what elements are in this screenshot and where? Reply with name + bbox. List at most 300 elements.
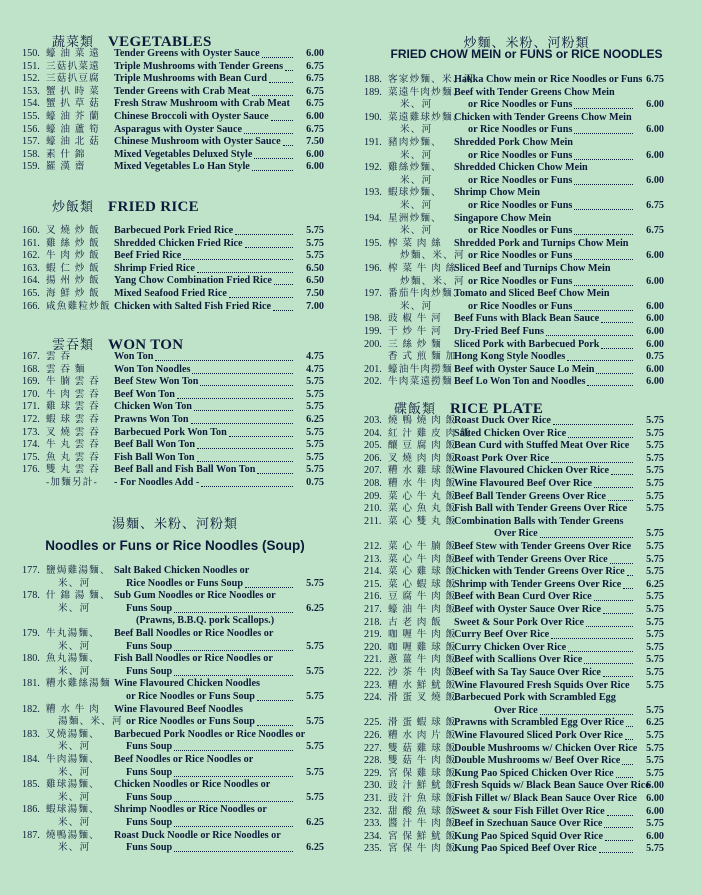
item-price: 5.75: [646, 730, 664, 741]
item-price: 5.75: [646, 541, 664, 552]
item-name-zh-line2: 米、河: [400, 99, 433, 111]
item-name-zh: 雲 吞: [46, 351, 72, 362]
item-name-en: Shrimp with Tender Greens Over Rice: [454, 578, 622, 590]
menu-item: [364, 313, 664, 326]
item-name-zh: 蠔 油 牛 肉 飯: [388, 604, 457, 615]
item-name-en: Beef Ball Tender Greens Over Rice: [454, 490, 606, 502]
item-number: 235.: [364, 843, 382, 855]
item-name-en: Mixed Vegetables Lo Han Style: [114, 161, 250, 173]
item-price: 5.75: [646, 767, 664, 779]
item-price: 5.75: [306, 401, 324, 413]
item-number: 218.: [364, 616, 382, 628]
item-name-en-line2: Funs Soup: [126, 602, 173, 614]
item-price: 5.75: [646, 843, 664, 855]
item-name-en: Shredded Chicken Chow Mein: [454, 162, 588, 174]
item-name-en: Shrimp Noodles or Rice Noodles or: [114, 804, 267, 816]
item-name-zh: 三菇扒菜遠: [46, 60, 100, 72]
item-name-zh: 蔥 薑 牛 肉 飯: [388, 654, 457, 666]
item-number: 150.: [22, 48, 40, 59]
item-number: 195.: [364, 237, 382, 249]
item-name-zh: 雙 菇 牛 肉 飯: [388, 755, 457, 767]
item-name-en: Beef Ball and Fish Ball Won Ton: [114, 464, 256, 476]
item-name-en: Sliced Pork with Barbecued Pork: [454, 338, 600, 350]
dotted-leader: [616, 768, 633, 778]
dotted-leader: [197, 263, 293, 273]
item-name-en: Singapore Chow Mein: [454, 212, 552, 224]
rice-plate-title-zh: 碟飯類: [394, 401, 437, 416]
item-number: 166.: [22, 300, 40, 312]
item-number: 202.: [364, 376, 382, 388]
item-name-en: Chicken with Tender Greens Over Rice: [454, 566, 625, 578]
dotted-leader: [574, 276, 633, 286]
item-number: 205.: [364, 440, 382, 452]
item-name-zh: 蠔油牛肉撈麵: [388, 363, 453, 375]
item-name-zh: 豉 汁 鮮 魷 飯: [388, 780, 457, 792]
menu-item: [22, 225, 324, 238]
item-name-en: Beef Fried Rice: [114, 250, 182, 262]
item-name-zh-line2: 米、河: [58, 665, 91, 677]
menu-item: [364, 112, 664, 137]
item-name-zh-line2: 米、河: [58, 791, 91, 803]
item-name-en: Beef Noodles or Rice Noodles or: [114, 754, 254, 765]
item-name-en: Beef Stew Won Ton: [114, 376, 199, 388]
item-name-en: Salt Baked Chicken Noodles or: [114, 565, 250, 576]
dotted-leader: [192, 364, 293, 374]
item-price: 5.75: [646, 452, 664, 464]
dotted-leader: [283, 136, 293, 146]
item-name-en: Fish Fillet w/ Black Bean Sauce Over Rice: [454, 793, 637, 804]
item-number: 186.: [22, 804, 40, 816]
item-name-en: Beef with Sa Tay Sauce Over Rice: [454, 667, 601, 678]
menu-item: [22, 439, 324, 452]
item-number: 207.: [364, 465, 382, 477]
item-name-zh: 羅 漢 齋: [46, 161, 86, 173]
menu-item: [364, 831, 664, 844]
item-number: 160.: [22, 225, 40, 236]
item-price: 6.00: [306, 161, 324, 173]
item-name-en: Beef with Tender Greens Over Rice: [454, 553, 608, 565]
dotted-leader: [605, 831, 633, 841]
item-number: 185.: [22, 779, 40, 791]
menu-item: [364, 617, 664, 630]
item-number: 230.: [364, 780, 382, 792]
item-price: 6.00: [646, 805, 664, 817]
item-price: 0.75: [646, 351, 664, 363]
item-name-en: Salted Chicken Over Rice: [454, 427, 567, 439]
menu-item: [22, 628, 324, 653]
item-number: 198.: [364, 313, 382, 325]
item-name-zh: 牛 腩 雲 吞: [46, 376, 100, 388]
dotted-leader: [174, 741, 293, 751]
item-price: 5.75: [646, 503, 664, 515]
dotted-leader: [601, 313, 633, 323]
menu-item: [22, 729, 324, 754]
menu-item: [364, 566, 664, 579]
item-name-zh-line2: 米、河: [58, 842, 91, 854]
item-number: 191.: [364, 137, 382, 148]
item-name-en: Chinese Broccoli with Oyster Sauce: [114, 111, 269, 122]
menu-item: [364, 263, 664, 288]
item-price: 5.75: [646, 667, 664, 678]
item-name-en: Mixed Vegetables Deluxed Style: [114, 148, 253, 160]
item-name-zh: 什 錦 湯 麵、: [46, 590, 111, 602]
item-number: 154.: [22, 98, 40, 110]
menu-item: [364, 843, 664, 856]
item-number: 232.: [364, 805, 382, 817]
item-name-en: Fish Ball Noodles or Rice Noodles or: [114, 653, 273, 665]
item-name-zh-line2: 米、河: [58, 741, 91, 753]
item-price: 4.75: [306, 351, 324, 362]
item-price: 5.75: [306, 237, 324, 249]
item-name-zh: 糟 水 牛 肉 飯: [388, 478, 457, 489]
item-name-zh: 古 老 肉 飯: [388, 616, 442, 628]
item-price: 5.75: [306, 716, 324, 728]
item-number: 175.: [22, 451, 40, 463]
item-name-zh: 紅 汁 雞 皮 肉 飯: [388, 427, 471, 439]
item-name-en: Triple Mushrooms with Bean Curd: [114, 73, 268, 85]
item-price: 6.00: [646, 376, 664, 388]
item-name-zh: 三菇扒豆腐: [46, 73, 100, 85]
item-name-en-line2: or Rice Noodles or Funs: [468, 225, 573, 237]
item-name-en: Shredded Pork Chow Mein: [454, 137, 573, 148]
item-price: 6.00: [646, 363, 664, 375]
dotted-leader: [274, 275, 293, 285]
item-number: 181.: [22, 678, 40, 690]
item-name-en: Sweet & sour Fish Fillet Over Rice: [454, 805, 605, 817]
item-name-en-line2: or Rice Noodles or Funs Soup: [126, 716, 255, 728]
item-name-zh-line2: 米、河: [400, 149, 433, 161]
menu-item: [364, 743, 664, 756]
menu-item: [364, 440, 664, 453]
dotted-leader: [257, 691, 293, 701]
menu-item: [364, 793, 664, 806]
dotted-leader: [625, 730, 633, 740]
item-name-en: Chicken with Tender Greens Chow Mein: [454, 111, 632, 123]
item-price: 5.75: [646, 591, 664, 603]
menu-item: [22, 653, 324, 678]
item-number: 200.: [364, 338, 382, 350]
item-number: 159.: [22, 161, 40, 173]
item-name-zh: 咸魚雞粒炒飯: [46, 300, 111, 312]
menu-item: [364, 818, 664, 831]
item-price: 5.75: [306, 376, 324, 388]
item-price: 6.25: [306, 414, 324, 425]
item-name-en: Beef Lo Won Ton and Noodles: [454, 376, 586, 388]
dotted-leader: [229, 288, 293, 298]
menu-item: [22, 477, 324, 490]
dotted-leader: [574, 175, 633, 185]
dotted-leader: [568, 642, 633, 652]
dotted-leader: [271, 111, 293, 121]
dotted-leader: [622, 755, 633, 765]
item-name-en: Shredded Pork and Turnips Chow Mein: [454, 237, 629, 249]
dotted-leader: [611, 465, 633, 475]
dotted-leader: [174, 842, 293, 852]
item-name-zh: 蟹 扒 草 菇: [46, 98, 100, 110]
menu-item: [364, 806, 664, 819]
item-name-zh: 菜遠牛肉炒麵、: [388, 86, 464, 98]
item-name-en: Barbecued Pork Fried Rice: [114, 225, 234, 236]
fried-rice-title-en: FRIED RICE: [108, 199, 199, 215]
menu-item: [22, 351, 324, 364]
menu-item: [22, 238, 324, 251]
item-name-en: - For Noodles Add -: [114, 477, 200, 488]
item-name-en: Beef Funs with Black Bean Sauce: [454, 313, 600, 325]
item-price: 5.75: [306, 690, 324, 702]
item-name-zh: 糟 水 肉 片 飯: [388, 730, 457, 741]
item-name-zh: 蠔 油 北 菇: [46, 136, 100, 148]
item-name-en: Kung Pao Spiced Beef Over Rice: [454, 843, 597, 855]
dotted-leader: [626, 717, 633, 727]
dotted-leader: [273, 301, 293, 311]
menu-item: [22, 136, 324, 149]
item-price: 6.25: [306, 602, 324, 614]
item-price: 6.00: [646, 338, 664, 350]
item-name-en: Sweet & Sour Pork Over Rice: [454, 616, 585, 628]
menu-item: [364, 415, 664, 428]
item-name-zh: 海 鮮 炒 飯: [46, 288, 100, 299]
item-name-en-line2: or Rice Noodles or Funs: [468, 174, 573, 186]
menu-item: [22, 86, 324, 99]
item-number: 187.: [22, 829, 40, 841]
item-number: 180.: [22, 653, 40, 665]
item-price: 5.75: [306, 577, 324, 589]
item-price: 6.50: [306, 262, 324, 274]
item-name-zh: 燒鴨湯麵、: [46, 829, 100, 841]
item-name-en-line2: Funs Soup: [126, 766, 173, 778]
item-name-en: Wine Flavoured Chicken Noodles: [114, 678, 260, 690]
dotted-leader: [599, 843, 633, 853]
item-price: 5.75: [306, 250, 324, 262]
item-number: 208.: [364, 478, 382, 489]
item-price: 5.75: [646, 629, 664, 641]
item-name-zh: 滑 蛋 叉 燒 飯: [388, 692, 457, 704]
item-number: 212.: [364, 541, 382, 552]
dotted-leader: [177, 389, 293, 399]
won-ton-title-en: WON TON: [108, 337, 184, 353]
menu-item: [364, 351, 664, 364]
menu-item: [364, 604, 664, 617]
item-price: 6.75: [306, 73, 324, 85]
item-name-zh: 糟水雞絲湯麵: [46, 678, 111, 690]
item-price: 6.00: [646, 300, 664, 312]
menu-item: [22, 427, 324, 440]
item-price: 5.75: [646, 641, 664, 653]
item-note: (Prawns, B.B.Q. pork Scallops.): [136, 615, 275, 627]
item-price: 5.75: [646, 755, 664, 767]
item-price: 5.75: [646, 818, 664, 830]
item-number: 229.: [364, 767, 382, 779]
item-price: 6.75: [306, 98, 324, 110]
item-name-zh: 醬 汁 牛 肉 飯: [388, 818, 457, 830]
item-name-zh-line2: 米、河: [400, 199, 433, 211]
menu-item: [364, 162, 664, 187]
dotted-leader: [603, 667, 633, 677]
menu-item: [22, 779, 324, 804]
item-name-zh: 牛肉菜遠撈麵: [388, 376, 453, 388]
item-name-zh-line2: 湯麵、米、河: [58, 716, 123, 728]
dotted-leader: [553, 415, 633, 425]
item-name-en: Shredded Chicken Fried Rice: [114, 237, 243, 249]
menu-item: [22, 111, 324, 124]
dotted-leader: [197, 439, 293, 449]
item-number: 219.: [364, 629, 382, 641]
menu-item: [22, 124, 324, 137]
item-name-zh-line2: 米、河: [58, 766, 91, 778]
item-price: 6.00: [646, 780, 664, 792]
menu-item: [22, 401, 324, 414]
dotted-leader: [596, 364, 633, 374]
dotted-leader: [586, 617, 633, 627]
item-name-zh: 揚 州 炒 飯: [46, 275, 100, 287]
item-name-en: Kung Pao Spiced Squid Over Rice: [454, 830, 603, 842]
item-name-zh: 番茄牛肉炒麵、: [388, 288, 464, 300]
dotted-leader: [252, 86, 293, 96]
item-price: 6.75: [306, 123, 324, 135]
item-number: 174.: [22, 439, 40, 451]
item-name-en: Chicken Noodles or Rice Noodles or: [114, 779, 271, 791]
item-price: 6.75: [646, 74, 664, 85]
item-number: 161.: [22, 237, 40, 249]
item-price: 6.00: [646, 124, 664, 136]
item-number: 197.: [364, 288, 382, 300]
item-number: 203.: [364, 415, 382, 426]
menu-item: [364, 87, 664, 112]
item-number: 217.: [364, 604, 382, 615]
item-number: 172.: [22, 414, 40, 425]
item-name-zh: 宮 保 牛 肉 飯: [388, 843, 457, 855]
dotted-leader: [244, 124, 293, 134]
dotted-leader: [174, 792, 293, 802]
dotted-leader: [601, 339, 633, 349]
item-number: 231.: [364, 793, 382, 804]
item-name-en: Beef with Scallions Over Rice: [454, 654, 583, 666]
item-price: 5.75: [646, 704, 664, 716]
item-price: 5.75: [646, 440, 664, 452]
item-name-en: Dry-Fried Beef Funs: [454, 326, 544, 337]
dotted-leader: [574, 124, 633, 134]
item-number: 211.: [364, 515, 382, 527]
item-price: 5.75: [646, 742, 664, 754]
item-name-zh: 蠔 油 蘆 筍: [46, 123, 100, 135]
item-number: 225.: [364, 717, 382, 729]
item-name-en: Tomato and Sliced Beef Chow Mein: [454, 288, 610, 300]
item-price: 6.50: [306, 275, 324, 287]
item-name-zh: 釀 豆 腐 肉 飯: [388, 440, 457, 452]
menu-item: [364, 780, 664, 793]
dotted-leader: [603, 604, 633, 614]
item-name-en: Kung Pao Spiced Chicken Over Rice: [454, 767, 614, 779]
item-name-en: Sliced Beef and Turnips Chow Mein: [454, 263, 611, 274]
soup-noodles-title-zh: 湯麵、米粉、河粉類: [111, 516, 238, 531]
item-number: 158.: [22, 148, 40, 160]
item-number: 168.: [22, 363, 40, 375]
item-name-en-line2: Over Rice: [494, 528, 538, 540]
menu-item: [364, 238, 664, 263]
menu-item: [22, 464, 324, 477]
item-number: 227.: [364, 742, 382, 754]
item-price: 6.00: [646, 793, 664, 804]
menu-item: [22, 263, 324, 276]
item-price: 5.75: [306, 225, 324, 236]
menu-item: [364, 288, 664, 313]
menu-item: [22, 754, 324, 779]
item-name-en: Beef with Tender Greens Chow Mein: [454, 86, 615, 98]
item-name-zh: 干 炒 牛 河: [388, 326, 442, 337]
item-price: 5.75: [646, 478, 664, 489]
dotted-leader: [174, 767, 293, 777]
item-name-en: Sub Gum Noodles or Rice Noodles or: [114, 590, 276, 602]
menu-item: [22, 161, 324, 174]
menu-item: [364, 642, 664, 655]
item-name-zh: 滑 蛋 蝦 球 飯: [388, 717, 457, 729]
item-name-en-line2: Funs Soup: [126, 741, 173, 753]
item-name-zh-line2: 米、河: [400, 300, 433, 312]
item-price: 5.75: [306, 791, 324, 803]
item-number: 216.: [364, 591, 382, 603]
dotted-leader: [174, 817, 293, 827]
item-number: 176.: [22, 464, 40, 476]
item-name-zh: -加麵另計-: [46, 477, 98, 488]
item-name-zh-line2: 米、河: [400, 225, 433, 237]
item-name-zh: 叉 燒 雲 吞: [46, 426, 100, 438]
item-name-zh-line2: 炒麵、米、河: [400, 250, 465, 262]
item-number: 157.: [22, 136, 40, 148]
menu-item: [22, 830, 324, 855]
item-name-en-line2: Funs Soup: [126, 816, 173, 828]
item-number: 214.: [364, 566, 382, 578]
menu-item: [364, 591, 664, 604]
item-price: 6.00: [646, 174, 664, 186]
item-name-en: Tender Greens with Oyster Sauce: [114, 48, 260, 59]
item-name-zh: 豉 椒 牛 河: [388, 313, 442, 325]
dotted-leader: [174, 666, 293, 676]
dotted-leader: [608, 491, 633, 501]
item-number: 183.: [22, 728, 40, 740]
item-name-en-line2: or Rice Noodles or Funs: [468, 149, 573, 161]
item-name-en: Chicken Won Ton: [114, 401, 192, 413]
item-price: 5.75: [646, 528, 664, 540]
item-name-en: Chicken with Salted Fish Fried Rice: [114, 300, 272, 312]
dotted-leader: [574, 250, 633, 260]
item-price: 5.75: [306, 766, 324, 778]
item-name-zh: 咖 喱 雞 球 飯: [388, 641, 457, 653]
item-name-en: Roast Duck Noodle or Rice Noodles or: [114, 829, 281, 841]
item-name-en: Wine Flavoured Beef Over Rice: [454, 478, 593, 489]
item-name-en-line2: or Rice Noodles or Funs: [468, 124, 573, 136]
item-name-en: Curry Beef Over Rice: [454, 629, 550, 641]
chow-mein-title-zh: 炒麵、米粉、河粉類: [463, 35, 590, 50]
item-name-zh: 榨 菜 肉 絲: [388, 237, 442, 249]
item-name-zh: 宮 保 雞 球 飯: [388, 767, 457, 779]
menu-item: [364, 453, 664, 466]
item-number: 190.: [364, 111, 382, 123]
item-price: 6.00: [646, 149, 664, 161]
item-name-en: Wine Flavoured Fresh Squids Over Rice: [454, 679, 630, 691]
dotted-leader: [235, 225, 293, 235]
item-name-zh: 蠔 油 菜 遠: [46, 48, 100, 59]
item-name-en: Won Ton Noodles: [114, 363, 191, 375]
dotted-leader: [627, 566, 633, 576]
dotted-leader: [574, 200, 633, 210]
item-name-en: Fresh Squids w/ Black Bean Sauce Over Rice: [454, 780, 650, 792]
item-name-en: Beef Ball Won Ton: [114, 439, 196, 451]
vegetables-title-zh: 蔬菜類: [52, 34, 95, 49]
item-name-zh: 蝦 球 雲 吞: [46, 414, 100, 425]
item-price: 5.75: [646, 465, 664, 477]
item-name-zh-line2: 米、河: [58, 602, 91, 614]
dotted-leader: [574, 99, 633, 109]
